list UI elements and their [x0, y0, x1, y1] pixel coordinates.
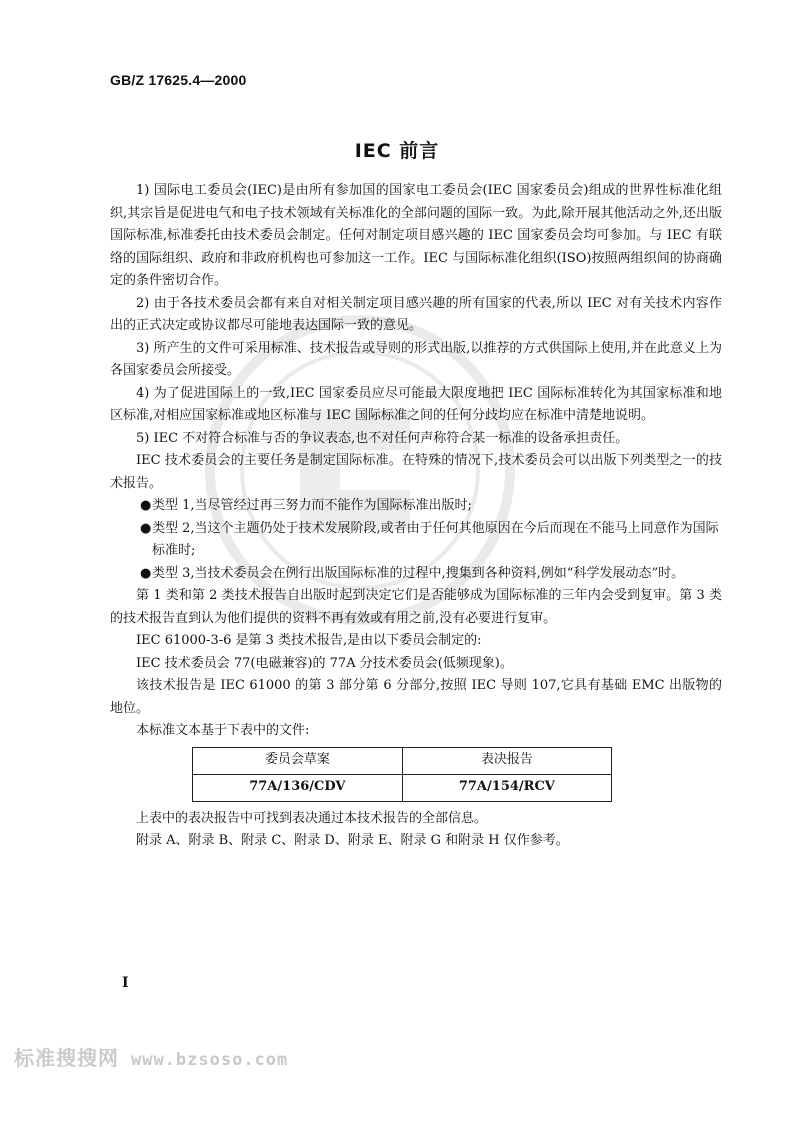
paragraph-5: 5) IEC 不对符合标准与否的争议表态,也不对任何声称符合某一标准的设备承担责任。 — [136, 430, 629, 446]
page-title: IEC 前言 — [354, 140, 440, 162]
documents-table — [192, 747, 612, 802]
table-cell: 77A/154/RCV — [402, 774, 611, 801]
list-item — [110, 495, 722, 518]
table-header-cell: 表决报告 — [402, 747, 611, 774]
bullet-text: 类型 2,当这个主题仍处于技术发展阶段,或者由于任何其他原因在今后而现在不能马上同意作为国际标准时; — [152, 520, 719, 558]
paragraph-1: 1) 国际电工委员会(IEC)是由所有参加国的国家电工委员会(IEC 国家委员会)组成的世界性标准化组织,其宗旨是促进电气和电子技术领域有关标准化的全部问题的国际一致。为此,除开展其他活动之外,还出版国际标准,标准委托由技术委员会制定。任何对制定项目感兴趣的 IEC 国家委员会均可参加。与 IEC 有联络的国际组织、政府和非政府机构也可参加这一工作。IEC 与国际标准化组织(ISO)按照两组织间的协商确定的条件密切合作。 — [110, 183, 722, 288]
table-cell: 77A/136/CDV — [193, 774, 403, 801]
table-header-row — [193, 747, 612, 774]
paragraph-3: 3) 所产生的文件可采用标准、技术报告或导则的形式出版,以推荐的方式供国际上使用,并在此意义上为各国家委员会所接受。 — [110, 340, 722, 378]
table-row — [193, 774, 612, 801]
paragraph-7: 第 1 类和第 2 类技术报告自出版时起到决定它们是否能够成为国际标准的三年内会受到复审。第 3 类的技术报告直到认为他们提供的资料不再有效或有用之前,没有必要进行复审。 — [110, 588, 722, 626]
bullet-icon: ● — [140, 520, 152, 536]
table-header-cell: 委员会草案 — [193, 747, 403, 774]
bullet-text: 类型 3,当技术委员会在例行出版国际标准的过程中,搜集到各种资料,例如“科学发展动态”时。 — [152, 565, 685, 581]
paragraph-11: 本标准文本基于下表中的文件: — [136, 723, 310, 738]
paragraph-13: 附录 A、附录 B、附录 C、附录 D、附录 E、附录 G 和附录 H 仅作参考。 — [136, 833, 569, 848]
paragraph-4: 4) 为了促进国际上的一致,IEC 国家委员应尽可能最大限度地把 IEC 国际标准转化为其国家标准和地区标准,对相应国家标准或地区标准与 IEC 国际标准之间的任何分歧均应在标准中清楚地说明。 — [110, 385, 722, 423]
bullet-icon: ● — [140, 498, 152, 513]
paragraph-9: IEC 技术委员会 77(电磁兼容)的 77A 分技术委员会(低频现象)。 — [136, 655, 513, 671]
standard-code: GB/Z 17625.4—2000 — [110, 72, 247, 88]
paragraph-10: 该技术报告是 IEC 61000 的第 3 部分第 6 分部分,按照 IEC 导则 107,它具有基础 EMC 出版物的地位。 — [110, 678, 722, 716]
list-item — [110, 518, 722, 563]
body-text — [110, 180, 722, 853]
footer-site-name: 标准搜搜网 — [14, 1046, 119, 1070]
paragraph-2: 2) 由于各技术委员会都有来自对相关制定项目感兴趣的所有国家的代表,所以 IEC 对有关技术内容作出的正式决定或协议都尽可能地表达国际一致的意见。 — [110, 295, 722, 333]
page-number: I — [122, 975, 129, 991]
footer-url: www.bzsoso.com — [130, 1050, 289, 1070]
bullet-icon: ● — [140, 565, 152, 581]
paragraph-12: 上表中的表决报告中可找到表决通过本技术报告的全部信息。 — [136, 810, 488, 826]
list-item — [110, 563, 722, 586]
paragraph-8: IEC 61000-3-6 是第 3 类技术报告,是由以下委员会制定的: — [136, 633, 482, 648]
bullet-text: 类型 1,当尽管经过再三努力而不能作为国际标准出版时; — [152, 498, 472, 513]
footer-watermark — [14, 1042, 288, 1071]
paragraph-6: IEC 技术委员会的主要任务是制定国际标准。在特殊的情况下,技术委员会可以出版下列类型之一的技术报告。 — [110, 453, 722, 491]
